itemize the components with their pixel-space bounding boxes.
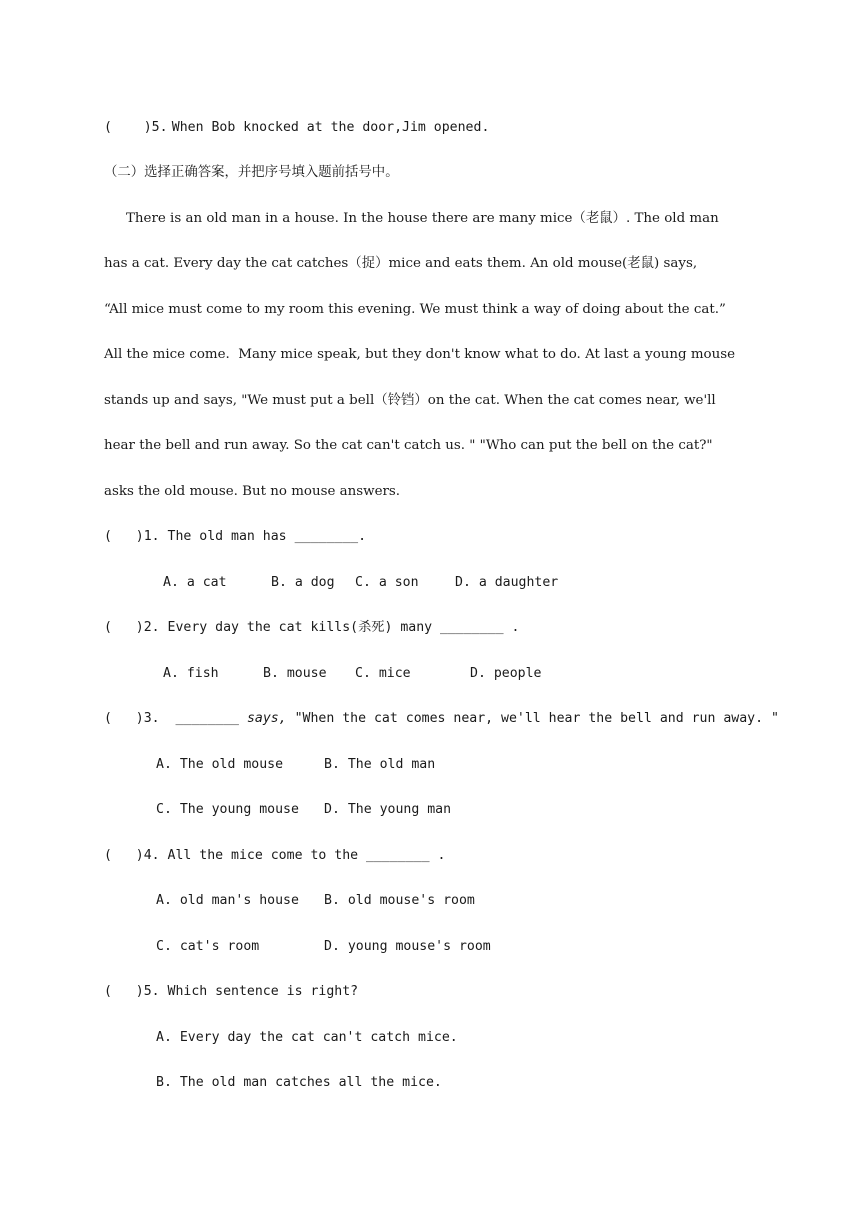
- option-b: B. old mouse's room: [324, 893, 475, 908]
- question-stem: [104, 983, 358, 1001]
- option-d: D. The young man: [324, 802, 452, 817]
- option-b: B. The old man: [324, 757, 436, 772]
- passage-line: All the mice come. Many mice speak, but they don't know what to do. At last a young mouse: [104, 347, 736, 362]
- question-stem: [104, 619, 519, 637]
- answer-blank: ________: [366, 848, 430, 863]
- question-text-italic: says,: [246, 711, 287, 726]
- question-text-end: .: [503, 620, 520, 635]
- option-d: D. people: [470, 666, 542, 681]
- question-stem: [104, 528, 366, 546]
- option-b: B. a dog: [271, 575, 335, 590]
- question-stem: [104, 847, 445, 865]
- option-b: B. The old man catches all the mice.: [156, 1075, 442, 1090]
- question-text: "When the cat comes near, we'll hear the bell and run away. ": [286, 711, 779, 726]
- answer-blank: ________: [440, 620, 504, 635]
- question-text: The old man has: [167, 529, 295, 544]
- answer-paren: ( )5.: [104, 120, 168, 135]
- passage-line: has a cat. Every day the cat catches（捉）mice and eats them. An old mouse(老鼠) says,: [104, 256, 698, 271]
- option-a: A. The old mouse: [156, 757, 284, 772]
- answer-paren[interactable]: ( )4.: [104, 848, 160, 863]
- answer-blank: ________: [175, 711, 239, 726]
- answer-paren[interactable]: ( )3.: [104, 711, 160, 726]
- option-a: A. Every day the cat can't catch mice.: [156, 1030, 458, 1045]
- option-c: C. cat's room: [156, 939, 260, 954]
- question-text: All the mice come to the: [167, 848, 367, 863]
- question-stem: [104, 710, 779, 728]
- passage-line: hear the bell and run away. So the cat can't catch us. " "Who can put the bell on the cat?": [104, 438, 713, 453]
- passage-line: asks the old mouse. But no mouse answers.: [104, 484, 401, 499]
- option-d: D. young mouse's room: [324, 939, 491, 954]
- option-d: D. a daughter: [455, 575, 559, 590]
- answer-paren[interactable]: ( )1.: [104, 529, 160, 544]
- answer-paren[interactable]: ( )2.: [104, 620, 160, 635]
- option-a: A. old man's house: [156, 893, 299, 908]
- answer-paren[interactable]: ( )5.: [104, 984, 160, 999]
- option-b: B. mouse: [263, 666, 327, 681]
- question-text: When Bob knocked at the door,Jim opened.: [171, 120, 490, 135]
- section-heading: （二）选择正确答案，并把序号填入题前括号中。: [104, 165, 399, 180]
- question-text: Which sentence is right?: [167, 984, 359, 999]
- option-a: A. fish: [163, 666, 219, 681]
- question-text-end: .: [358, 529, 367, 544]
- part1-question-5: [104, 119, 489, 137]
- question-text-end: .: [429, 848, 446, 863]
- passage-line: “All mice must come to my room this evening. We must think a way of doing about the cat.”: [104, 302, 726, 317]
- option-c: C. The young mouse: [156, 802, 299, 817]
- option-a: A. a cat: [163, 575, 227, 590]
- answer-blank: ________: [294, 529, 359, 544]
- question-text: Every day the cat kills(杀死) many: [167, 620, 441, 635]
- option-c: C. mice: [355, 666, 411, 681]
- passage-line: stands up and says, "We must put a bell（铃铛）on the cat. When the cat comes near, we'll: [104, 393, 716, 408]
- passage-line: There is an old man in a house. In the house there are many mice（老鼠）. The old man: [126, 211, 719, 226]
- option-c: C. a son: [355, 575, 419, 590]
